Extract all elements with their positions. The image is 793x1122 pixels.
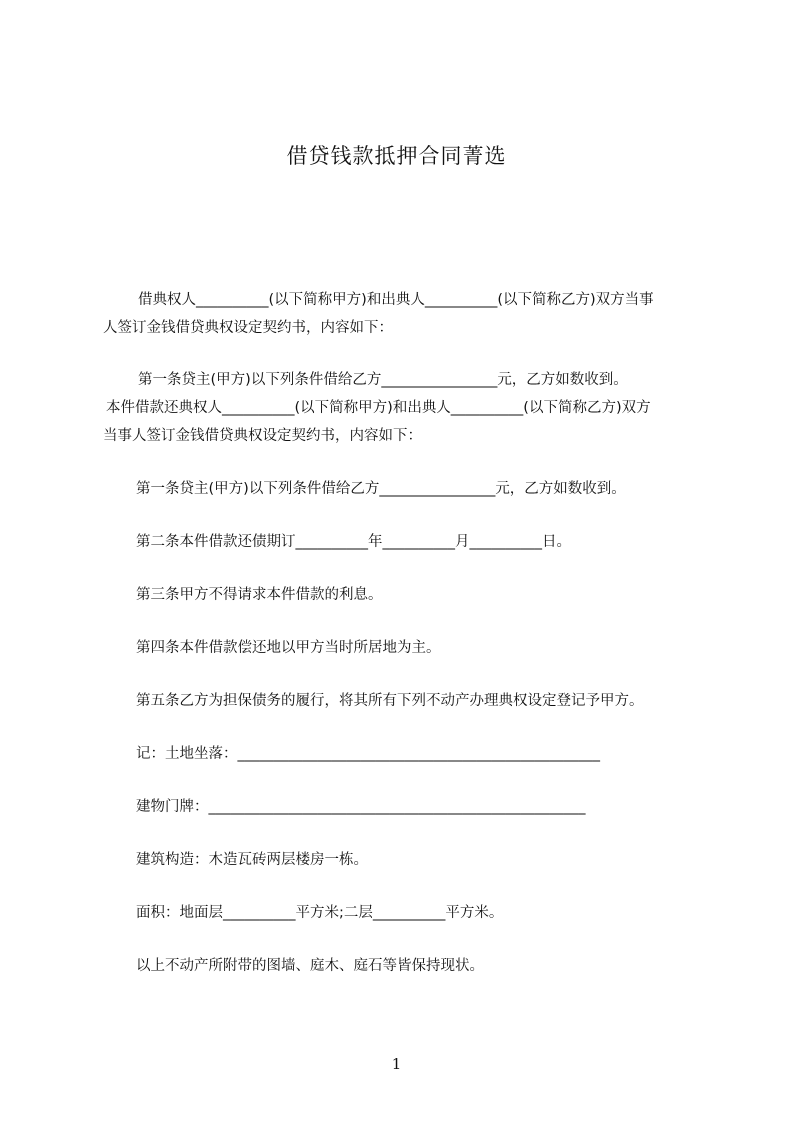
paragraph-line: 建筑构造：木造瓦砖两层楼房一栋。 (136, 852, 368, 868)
paragraph-line: 第二条本件借款还债期订__________年__________月__________日。 (136, 534, 571, 550)
page-number: 1 (391, 1055, 402, 1073)
paragraph-line: 第五条乙方为担保债务的履行，将其所有下列不动产办理典权设定登记予甲方。 (136, 693, 644, 709)
paragraph-line: 借典权人__________(以下简称甲方)和出典人__________(以下简称乙方)双方当事 (138, 292, 654, 308)
paragraph-line: 第四条本件借款偿还地以甲方当时所居地为主。 (136, 640, 441, 656)
document-title: 借贷钱款抵押合同菁选 (286, 144, 507, 168)
paragraph-line: 以上不动产所附带的图墙、庭木、庭石等皆保持现状。 (136, 958, 484, 974)
paragraph-line: 建物门牌：____________________________________________________ (136, 799, 586, 815)
paragraph-line: 本件借款还典权人__________(以下简称甲方)和出典人__________(以下简称乙方)双方 (106, 400, 651, 416)
paragraph-line: 人签订金钱借贷典权设定契约书，内容如下： (103, 320, 393, 336)
paragraph-line: 第一条贷主(甲方)以下列条件借给乙方________________元，乙方如数收到。 (138, 372, 628, 388)
paragraph-line: 第三条甲方不得请求本件借款的利息。 (136, 587, 383, 603)
paragraph-line: 记：土地坐落：__________________________________________________ (136, 746, 600, 762)
paragraph-line: 面积：地面层__________平方米;二层__________平方米。 (136, 905, 504, 921)
paragraph-line: 第一条贷主(甲方)以下列条件借给乙方________________元，乙方如数收到。 (136, 481, 626, 497)
paragraph-line: 当事人签订金钱借贷典权设定契约书，内容如下： (103, 428, 422, 444)
